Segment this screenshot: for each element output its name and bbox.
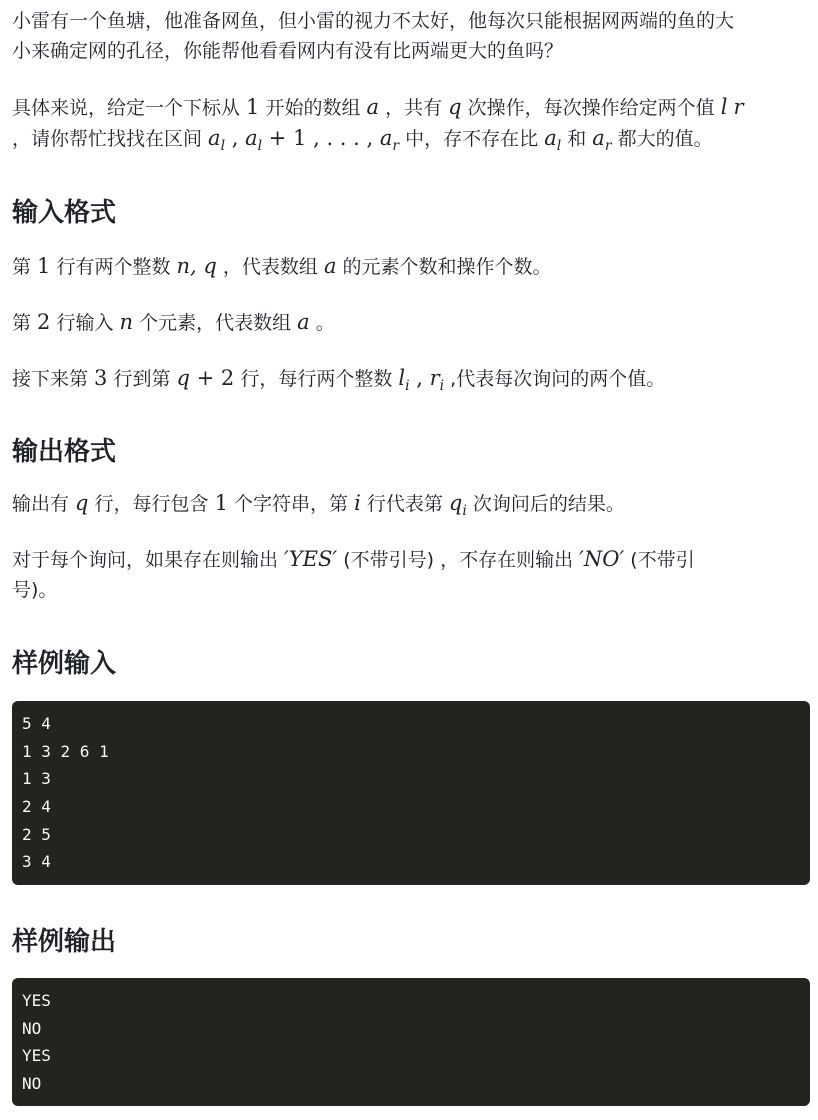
spec-line-1 [12,92,810,123]
math-i: i [354,491,361,515]
math-two: 2 [37,310,51,334]
output-format-line-1 [12,488,810,526]
spec-text: 都大的值。 [611,128,713,150]
output-format-heading: 输出格式 [12,437,117,467]
text: 次询问后的结果。 [466,493,625,515]
spec-text: 和 [561,128,593,150]
text: 接下来第 [12,368,95,390]
text: ,代表每次询问的两个值。 [444,368,666,390]
math-l: l [720,95,728,119]
text: 个元素，代表数组 [133,312,298,334]
text: ，代表数组 [216,256,324,278]
math-l: l [398,366,406,390]
math-three: 3 [94,366,108,390]
sample-input-code-block[interactable] [12,701,810,885]
text: 个字符串，第 [227,493,355,515]
spec-paragraph [12,92,810,161]
text: (不带引 [624,549,695,571]
math-a: a [592,126,605,150]
text: 。 [309,312,335,334]
math-sub-i: i [405,377,410,394]
math-sub-l: l [556,137,562,154]
math-a: a [379,126,393,150]
math-r: r [733,95,744,119]
intro-paragraph [12,6,810,66]
math-sep: , [409,366,430,390]
sample-output-heading: 样例输出 [12,927,117,957]
sample-output-code-block[interactable] [12,978,810,1106]
math-one: 1 [246,95,260,119]
math-sep: , [225,126,246,150]
math-plus-one: + 1 [262,126,307,150]
math-yes: ′YES′ [284,547,338,571]
math-n-q: n, q [176,254,217,278]
math-sub-r: r [392,137,400,154]
output-format-line-3: 号)。 [12,579,58,601]
text: 行，每行两个整数 [234,368,399,390]
spec-text: 中，存不存在比 [399,128,545,150]
text: 的元素个数和操作个数。 [336,256,552,278]
math-a: a [297,310,310,334]
spec-text: 开始的数组 [259,97,367,119]
text: 第 [12,312,38,334]
text: 行，每行包含 [88,493,215,515]
code-line: 2 5 [22,824,51,844]
math-q: q [75,491,89,515]
math-a: a [366,95,380,119]
spec-text: ，请你帮忙找找在区间 [12,128,209,150]
code-line: YES [22,1046,51,1066]
code-line: 5 4 [22,714,51,733]
math-sub-r: r [604,137,612,154]
text: 输出有 [12,493,76,515]
intro-line-2: 小来确定网的孔径，你能帮他看看网内有没有比两端更大的鱼吗？ [12,40,564,62]
text: 第 [12,256,38,278]
output-format-line-2 [12,544,810,575]
math-one: 1 [37,254,51,278]
sample-input-heading: 样例输入 [12,649,117,679]
spec-text: ，共有 [379,97,449,119]
input-format-line-2 [12,307,810,338]
spec-text: 次操作，每次操作给定两个值 [461,97,721,119]
text: 对于每个询问，如果存在则输出 [12,549,285,571]
math-sub-l: l [257,137,263,154]
math-a: a [208,126,221,150]
math-one: 1 [214,491,228,515]
text: 行到第 [107,368,177,390]
input-format-line-1 [12,251,810,282]
input-format-line-3 [12,363,810,401]
code-line: YES [22,991,51,1010]
code-line: 2 4 [22,797,51,817]
math-q: q [448,95,462,119]
spec-line-2 [12,123,810,161]
code-line: 3 4 [22,852,51,872]
math-n: n [119,310,134,334]
input-format-heading: 输入格式 [12,198,117,228]
code-line: NO [22,1074,42,1094]
math-q: q [448,491,463,515]
math-a: a [323,254,337,278]
code-line: 1 3 2 6 1 [22,741,109,761]
math-q: q [176,366,190,390]
math-sub-i: i [462,502,467,519]
math-plus-two: + 2 [189,366,235,390]
code-line: 1 3 [22,769,51,789]
text: 行输入 [50,312,120,334]
output-format-paragraph-2 [12,544,810,605]
math-a: a [544,126,557,150]
math-sub-i: i [439,377,445,394]
math-sub-l: l [220,137,226,154]
math-dots: , . . . , [306,126,380,150]
text: 行有两个整数 [50,256,177,278]
math-no: ′NO′ [579,547,625,571]
text: 行代表第 [360,493,449,515]
math-a: a [245,126,258,150]
text: (不带引号) ，不存在则输出 [337,549,580,571]
math-r: r [429,366,440,390]
intro-line-1: 小雷有一个鱼塘，他准备网鱼，但小雷的视力不太好，他每次只能根据网两端的鱼的大 [12,10,735,32]
spec-text: 具体来说，给定一个下标从 [12,97,247,119]
code-line: NO [22,1018,42,1038]
